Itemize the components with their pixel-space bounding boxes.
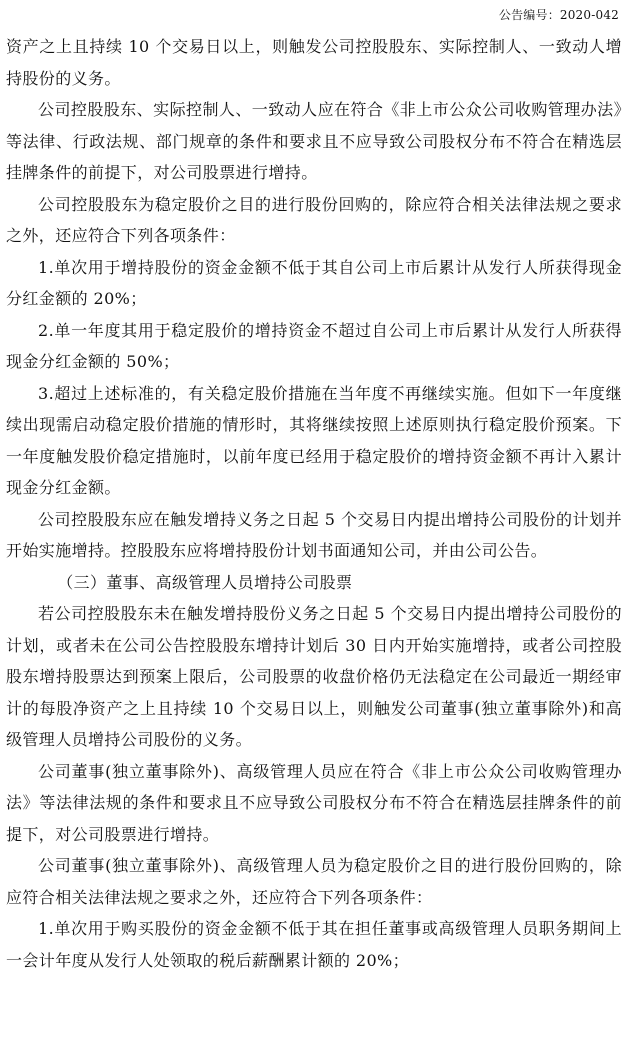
list-item-director-condition-1: 1.单次用于购买股份的资金金额不低于其在担任董事或高级管理人员职务期间上一会计年度从发行人处领取的税后薪酬累计额的 20%； bbox=[6, 919, 622, 970]
paragraph-increase-plan: 公司控股股东应在触发增持义务之日起 5 个交易日内提出增持公司股份的计划并开始实施增持。控股股东应将增持股份计划书面通知公司，并由公司公告。 bbox=[6, 509, 622, 560]
notice-number: 公告编号：2020-042 bbox=[498, 8, 619, 22]
paragraph-director-trigger: 若公司控股股东未在触发增持股份义务之日起 5 个交易日内提出增持公司股份的计划，或者未在公司公告控股股东增持计划后 30 日内开始实施增持，或者公司控股股东增持股票达到预案上限后，公司股票的收盘价格仍无法稳定在公司最近一期经审计的每股净资产之上且持续 10 个交易日以上，则触发公司董事(独立董事除外)和高级管理人员增持公司股份的义务。 bbox=[6, 604, 622, 749]
list-item-condition-3: 3.超过上述标准的，有关稳定股价措施在当年度不再继续实施。但如下一年度继续出现需启动稳定股价措施的情形时，其将继续按照上述原则执行稳定股价预案。下一年度触发股价稳定措施时，以前年度已经用于稳定股价的增持资金额不再计入累计现金分红金额。 bbox=[6, 383, 622, 497]
document-body bbox=[6, 31, 622, 976]
paragraph-repurchase-requirements: 公司控股股东为稳定股价之目的进行股份回购的，除应符合相关法律法规之要求之外，还应符合下列各项条件： bbox=[6, 194, 622, 245]
list-item-condition-2: 2.单一年度其用于稳定股价的增持资金不超过自公司上市后累计从发行人所获得现金分红金额的 50%； bbox=[6, 320, 622, 371]
paragraph-continuation: 资产之上且持续 10 个交易日以上，则触发公司控股股东、实际控制人、一致动人增持股份的义务。 bbox=[6, 37, 622, 88]
paragraph-director-conditions: 公司董事(独立董事除外)、高级管理人员应在符合《非上市公众公司收购管理办法》等法律法规的条件和要求且不应导致公司股权分布不符合在精选层挂牌条件的前提下，对公司股票进行增持。 bbox=[6, 761, 622, 844]
paragraph-increase-conditions: 公司控股股东、实际控制人、一致动人应在符合《非上市公众公司收购管理办法》等法律、行政法规、部门规章的条件和要求且不应导致公司股权分布不符合在精选层挂牌条件的前提下，对公司股票进行增持。 bbox=[6, 100, 622, 182]
paragraph-director-repurchase: 公司董事(独立董事除外)、高级管理人员为稳定股价之目的进行股份回购的，除应符合相关法律法规之要求之外，还应符合下列各项条件： bbox=[6, 856, 622, 907]
section-heading-directors: （三）董事、高级管理人员增持公司股票 bbox=[57, 572, 353, 592]
list-item-condition-1: 1.单次用于增持股份的资金金额不低于其自公司上市后累计从发行人所获得现金分红金额的 20%； bbox=[6, 257, 622, 308]
